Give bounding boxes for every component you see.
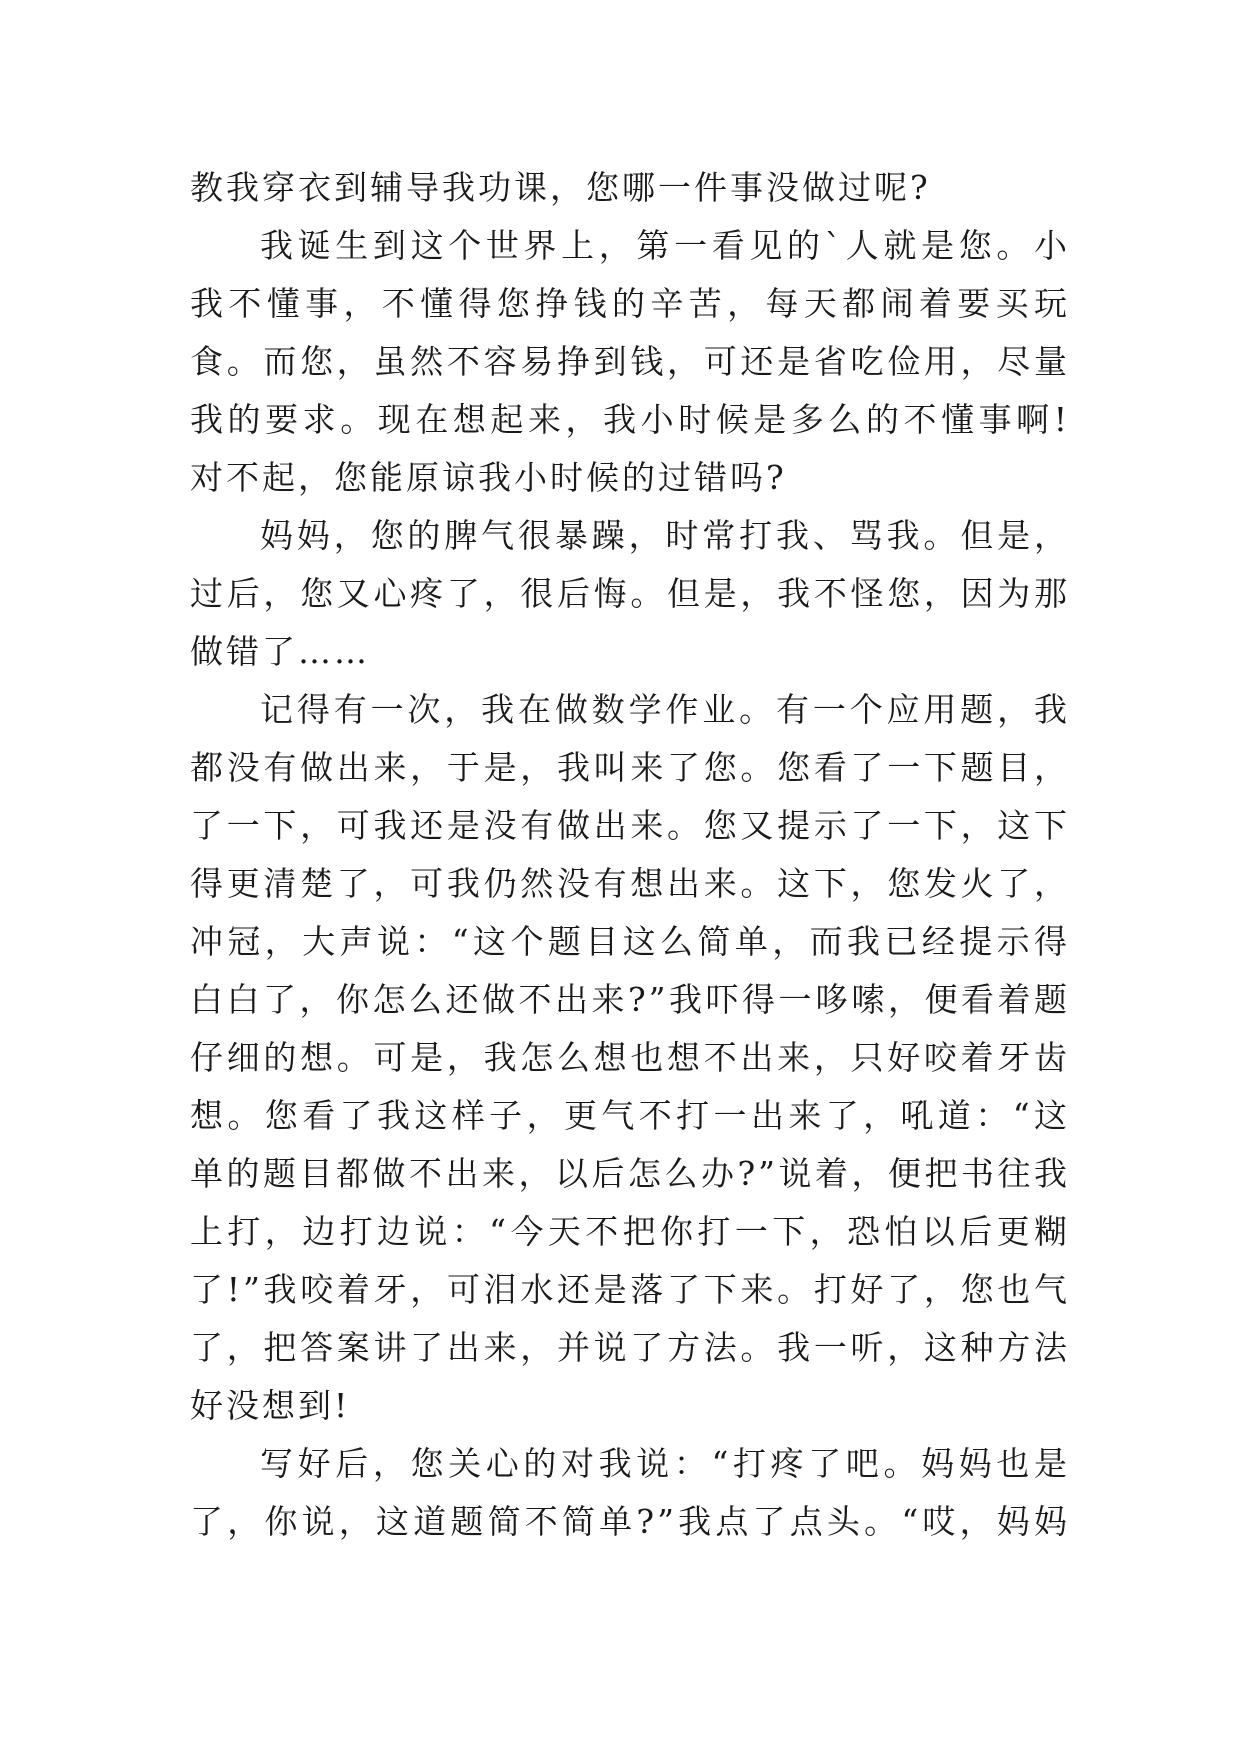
text-line: 了，把答案讲了出来，并说了方法。我一听，这种方法 [190, 1328, 1070, 1367]
text-line: 我的要求。现在想起来，我小时候是多么的不懂事啊! [190, 400, 1070, 439]
text-line: 得更清楚了，可我仍然没有想出来。这下，您发火了， [190, 864, 1070, 903]
text-line: 我诞生到这个世界上，第一看见的`人就是您。小 [260, 226, 1070, 265]
text-line: 教我穿衣到辅导我功课，您哪一件事没做过呢? [190, 168, 931, 207]
text-line: 好没想到! [190, 1386, 351, 1425]
text-line: 食。而您，虽然不容易挣到钱，可还是省吃俭用，尽量 [190, 342, 1070, 381]
text-line: 了一下，可我还是没有做出来。您又提示了一下，这下 [190, 806, 1070, 845]
text-line: 过后，您又心疼了，很后悔。但是，我不怪您，因为那 [190, 574, 1070, 613]
text-line: 了，你说，这道题简不简单?”我点了点头。“哎，妈妈 [190, 1502, 1070, 1541]
text-line: 冲冠，大声说：“这个题目这么简单，而我已经提示得 [190, 922, 1070, 961]
text-line: 单的题目都做不出来，以后怎么办?”说着，便把书往我 [190, 1154, 1070, 1193]
text-line: 仔细的想。可是，我怎么想也想不出来，只好咬着牙齿 [190, 1038, 1070, 1077]
text-line: 白白了，你怎么还做不出来?”我吓得一哆嗦，便看着题 [190, 980, 1070, 1019]
text-line: 我不懂事，不懂得您挣钱的辛苦，每天都闹着要买玩 [190, 284, 1070, 323]
text-line: 写好后，您关心的对我说：“打疼了吧。妈妈也是 [260, 1444, 1070, 1483]
text-line: 上打，边打边说：“今天不把你打一下，恐怕以后更糊 [190, 1212, 1070, 1251]
text-line: 了!”我咬着牙，可泪水还是落了下来。打好了，您也气 [190, 1270, 1070, 1309]
text-line: 对不起，您能原谅我小时候的过错吗? [190, 458, 787, 497]
body-text [190, 159, 1070, 1551]
text-line: 记得有一次，我在做数学作业。有一个应用题，我 [260, 690, 1070, 729]
text-line: 做错了…… [190, 632, 370, 671]
text-line: 都没有做出来，于是，我叫来了您。您看了一下题目， [190, 748, 1070, 787]
text-line: 妈妈，您的脾气很暴躁，时常打我、骂我。但是， [260, 516, 1070, 555]
text-line: 想。您看了我这样子，更气不打一出来了，吼道：“这 [190, 1096, 1070, 1135]
